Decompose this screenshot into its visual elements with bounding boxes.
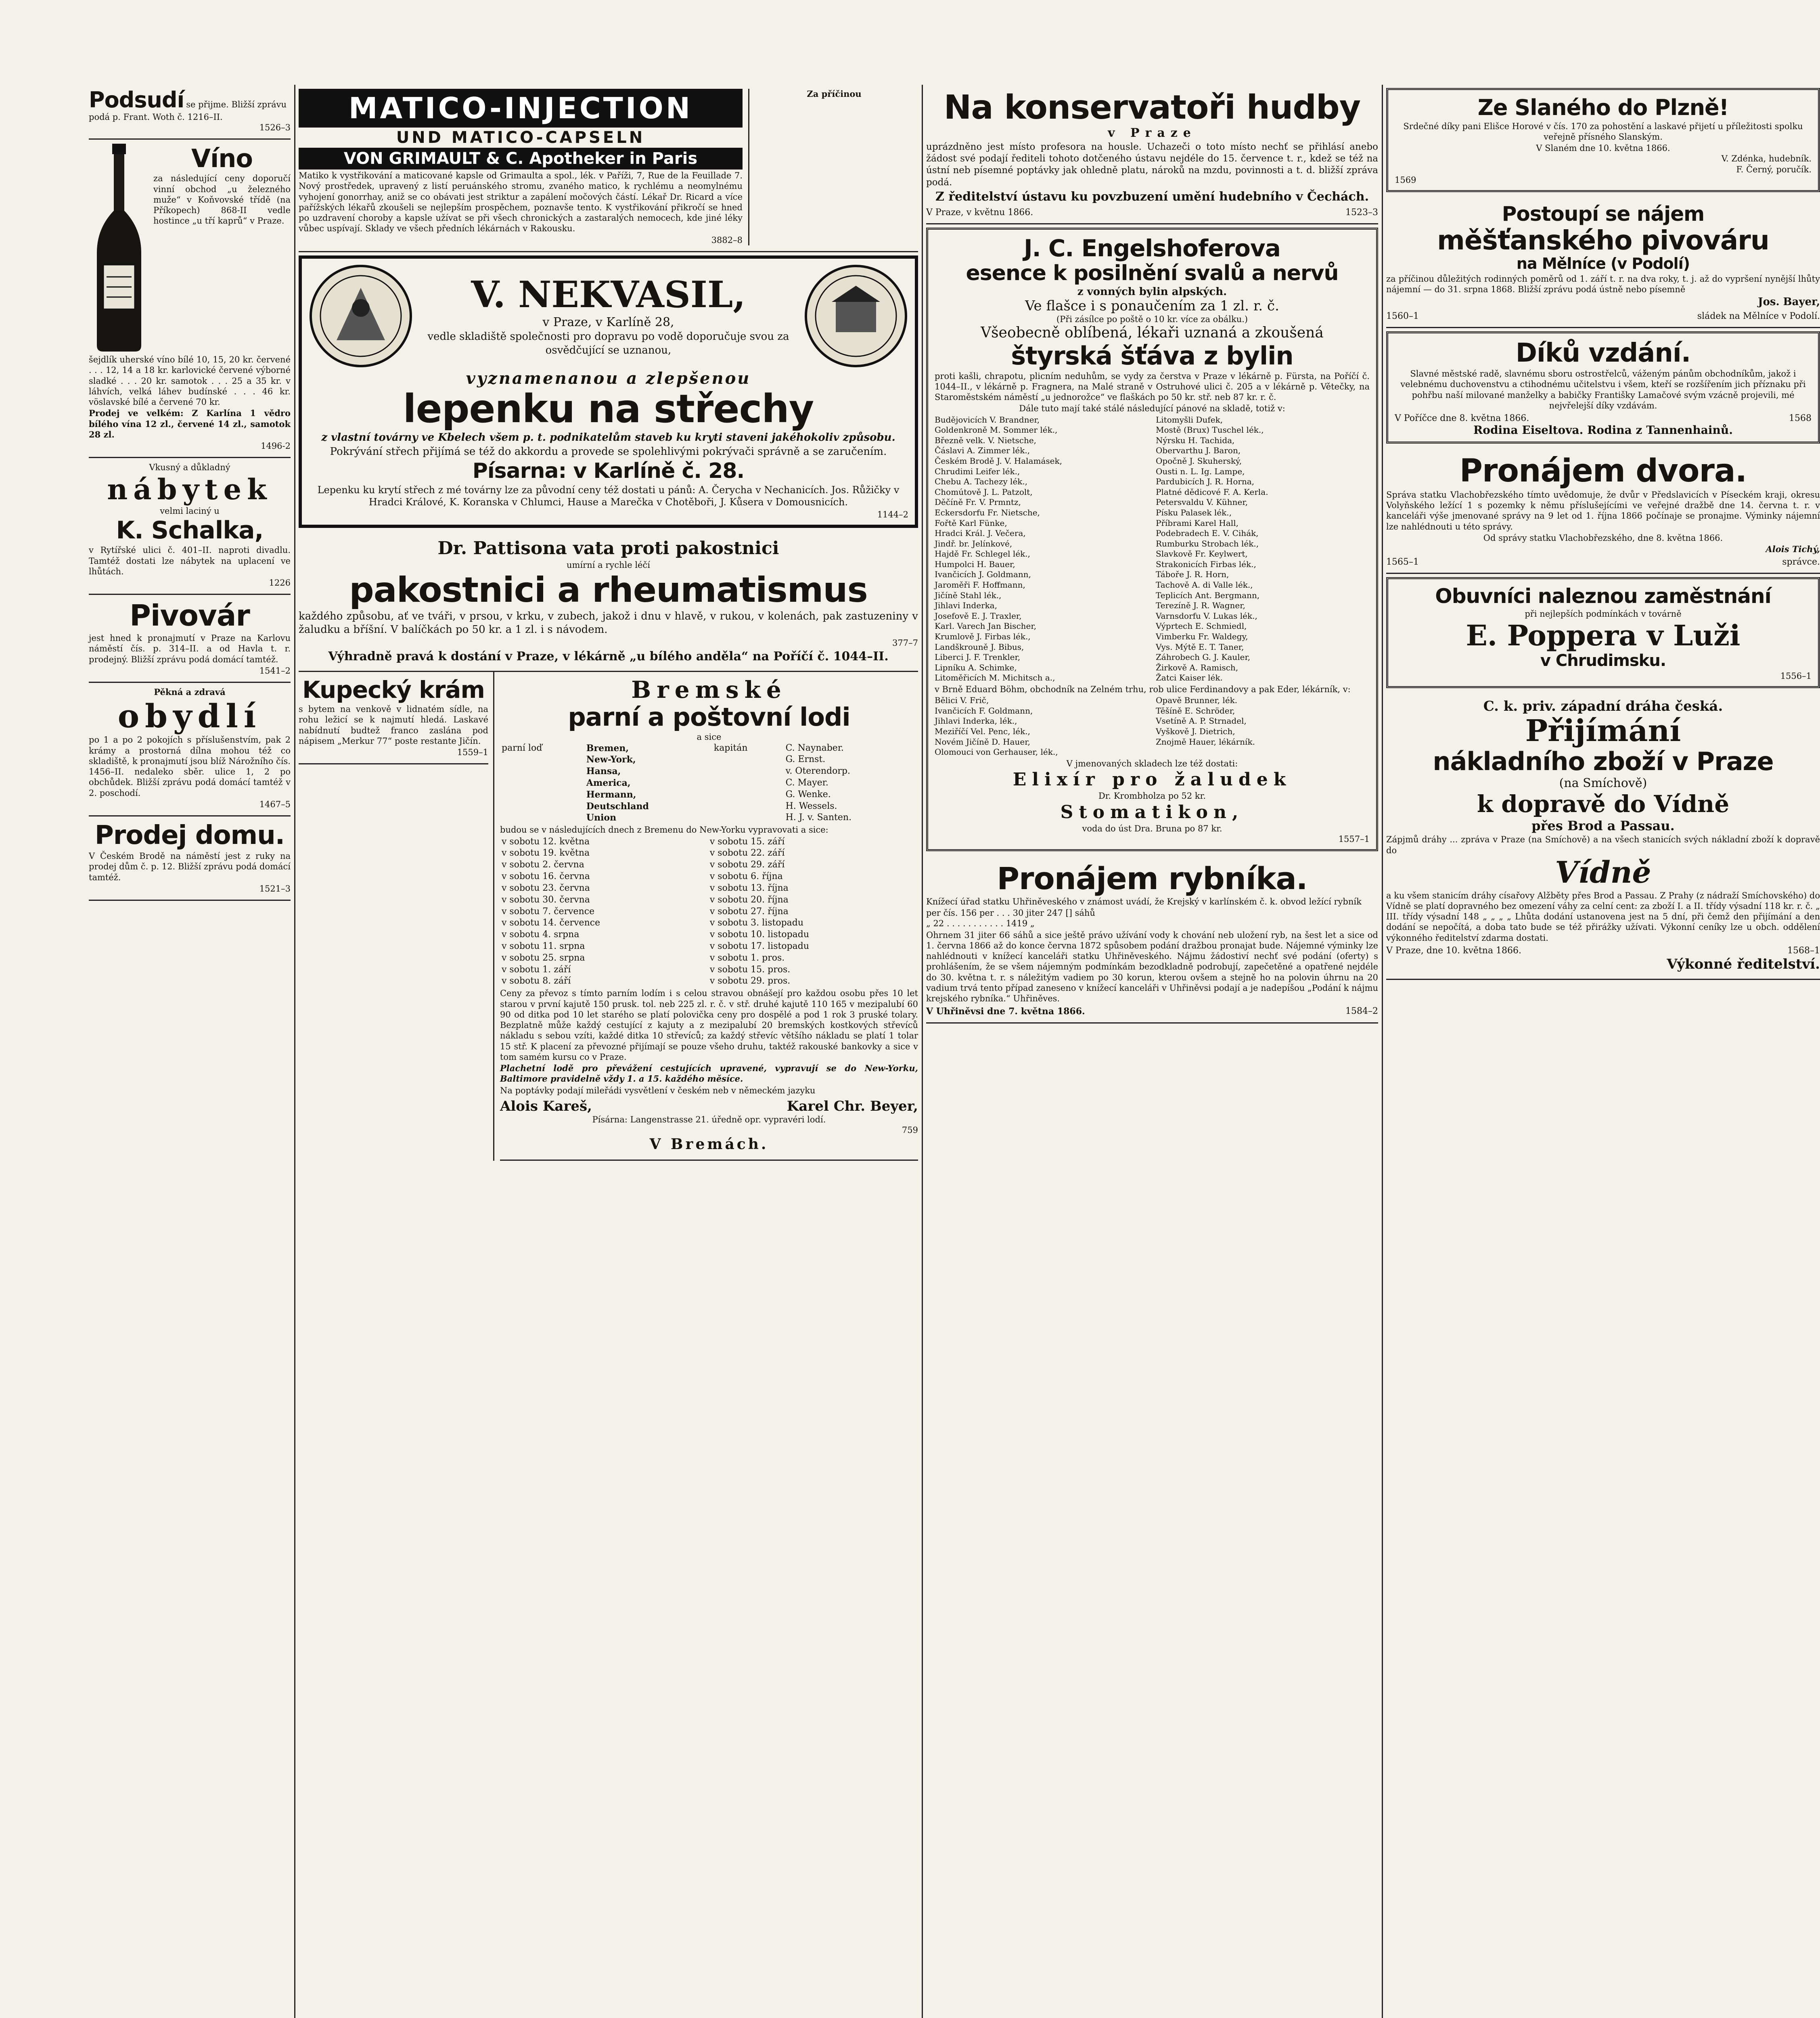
medal-icon (803, 264, 908, 368)
list-item: Čáslavi A. Zimmer lék., (935, 446, 1030, 456)
list-item: Podebradech E. V. Cihák, (1156, 528, 1259, 538)
cell: v sobotu 1. září (502, 964, 571, 975)
ad-title: Víno (191, 144, 253, 174)
towns-list (935, 695, 1370, 758)
ad-date: V Poříčce dne 8. května 1866. (1395, 413, 1529, 424)
cell: v sobotu 3. listopadu (709, 918, 804, 928)
list-item: Opavě Brunner, lék. (1156, 695, 1238, 705)
ad-text: Plachetní lodě pro převážení cestujících upravené, vypravují se do New-Yorku, Baltimore pravidelně vždy 1. a 15. každého měsíce. (500, 1063, 918, 1084)
signature: Alois Tichý, (1766, 544, 1820, 555)
list-item: Záhrobech G. J. Kauler, (1156, 652, 1251, 662)
ad-code: 1584–2 (1345, 1006, 1378, 1017)
cell: kapitán (713, 743, 748, 753)
list-item: Obervarthu J. Baron, (1156, 446, 1241, 456)
ad-intro: Postoupí se nájem (1502, 202, 1705, 226)
table-row (500, 941, 918, 952)
ad-title: Pronájem dvora. (1459, 453, 1747, 490)
ad-text: Z ředitelství ústavu ku povzbuzení umění hudebního v Čechách. (935, 190, 1369, 204)
dates-table (500, 836, 918, 988)
ad-code: 1521–3 (259, 883, 291, 894)
signature-role: správce. (1782, 557, 1820, 567)
ad-pivovaru (1386, 198, 1820, 328)
ad-text: se přijme. Bližší zprávu podá p. Frant. Woth č. 1216–II. (89, 100, 287, 122)
ad-row: „ 22 . . . . . . . . . . . 1419 „ (926, 919, 1035, 929)
list-item: Varnsdorfu V. Lukas lék., (1156, 611, 1257, 621)
table-row (500, 976, 918, 987)
signature: Výkonné ředitelství. (1667, 956, 1820, 972)
ad-text: v Rytířské ulici č. 401–II. naproti divadlu. Tamtéž dostati lze nábytek na uplacení ve lhůtách. (89, 545, 291, 576)
cell: v sobotu 25. srpna (502, 952, 585, 963)
ad-draha (1386, 694, 1820, 980)
cell: v sobotu 2. června (502, 860, 584, 870)
cell: Hermann, (586, 789, 636, 800)
ad-product: Elixír pro žaludek (1013, 769, 1292, 790)
ad-code: 1144–2 (877, 510, 908, 520)
ad-title: Pivovár (130, 599, 250, 633)
ad-date: V Praze, v květnu 1866. (926, 207, 1033, 218)
list-item: Znojmě Hauer, lékárník. (1156, 737, 1255, 747)
ad-kupecky (299, 672, 488, 764)
list-item: Olomouci von Gerhauser, lék., (935, 747, 1058, 757)
ad-tagline: Všeobecně oblíbená, lékaři uznaná a zkoušená (981, 324, 1324, 341)
list-item: Vimberku Fr. Waldegy, (1156, 632, 1248, 642)
ad-title: lepenku na střechy (403, 386, 814, 431)
list-item: Landškrouně J. Bibus, (935, 642, 1024, 652)
cell: v sobotu 10. listopadu (709, 929, 810, 940)
ad-text: Zápjmů dráhy ... zpráva v Praze (na Smíchově) a na všech stanicích svých nákladní zboží k dopravě do (1386, 835, 1820, 855)
ad-text: Výhradně pravá k dostání v Praze, v lékárně „u bílého anděla“ na Poříčí č. 1044–II. (328, 649, 889, 664)
signature: V. Zdénka, hudebník. (1721, 154, 1812, 164)
ad-text: Knížecí úřad statku Uhřiněveského v známost uvádí, že Krejský v karlínském č. k. obvod ležící rybník (926, 896, 1362, 906)
list-item: Chebu A. Tachezy lék., (935, 477, 1028, 487)
ad-text: budou se v následujících dnech z Bremenu do New-Yorku vypravovati a sice: (500, 825, 828, 835)
table-row (500, 789, 918, 801)
ad-title: Na konservatoři hudby (943, 88, 1361, 127)
table-row (500, 964, 918, 976)
ad-title: Pronájem rybníka. (997, 860, 1307, 897)
cell: v sobotu 16. června (502, 871, 590, 882)
ad-nabytek (89, 458, 291, 595)
ad-text: Správa statku Vlachobřezského tímto uvědomuje, že dvůr v Předslavicích v Píseckém kraji, okresu Volyňského ležící 1 s pozemky k němu příslušejícími ve veřejné dražbě dne 14. června t. r. v kanceláři výše jmenované správy na 9 let od 1. října 1866 počínaje se pronajme. Výminky nájemní lze nahlédnouti u této správy. (1386, 490, 1820, 532)
list-item: Ivančicích F. Goldmann, (935, 705, 1033, 716)
ad-code: 1557–1 (1338, 834, 1370, 844)
wine-bottle-icon (89, 144, 149, 354)
ad-text: Dále tuto mají také stálé následující pánové na skladě, totiž v: (1019, 404, 1285, 414)
ad-title: měšťanského pivováru (1437, 224, 1769, 256)
cell: v sobotu 30. června (502, 894, 590, 905)
ad-title: MATICO-INJECTION (299, 89, 743, 128)
ad-sub: z vonných bylin alpských. (1077, 286, 1227, 298)
list-item: Karl. Varech Jan Bischer, (935, 621, 1037, 631)
cell: v sobotu 11. srpna (502, 941, 585, 951)
ad-date: V Praze, dne 10. května 1866. (1386, 945, 1522, 956)
towns-list (935, 415, 1370, 683)
list-item: Eckersdorfu Fr. Nietsche, (935, 507, 1040, 517)
cell: v sobotu 29. září (709, 860, 785, 870)
ad-product: Stomatikon, (1060, 802, 1244, 823)
list-item: Jičíně Stahl lék., (935, 590, 1002, 600)
ad-name: K. Schalka, (116, 516, 264, 545)
table-row (500, 777, 918, 789)
column-rule (1382, 85, 1383, 2018)
table-row (500, 859, 918, 871)
list-item: Chomútově J. L. Patzolt, (935, 487, 1033, 497)
list-item: Jihlavi Inderka, lék., (935, 716, 1017, 726)
ad-obydli (89, 683, 291, 816)
ad-name: E. Poppera v Luži (1466, 619, 1741, 653)
ad-title: pakostnici a rheumatismus (349, 569, 868, 610)
ad-text: Matiko k vystřikování a maticované kapsle od Grimaulta a spol., lék. v Paříži, 7, Rue de la Feuillade 7. Nový prostředek, upravený z listí peruánského stromu, zvaného matico, k rychlému a neomylnému vyhojení gonorrhay, aniž se co obávati jest striktur a zapálení močových částí. Lékař Dr. Ricard a více pařížských lékařů zkoušeli se nejlepším prospěchem, poznavše tento. K vystřikování přikročí se hned po uzdravení choroby a kapsle užívat se při všech chronických a zastaralých nemocech, kde jiné léky vůbec uspívají. Sklady ve všech předních lékárnách v Rakousku. (299, 171, 743, 234)
list-item: Fořtě Karl Fünke, (935, 518, 1007, 528)
ad-text: Srdečné díky pani Elišce Horové v čís. 170 za pohostění a laskavé přijetí u příležitosti spolku veřejně přísného Slanským. (1403, 121, 1803, 142)
ad-text: Slavné městské radě, slavnému sboru ostrostřelců, váženým pánům obchodníkům, jakož i velebnému duchovenstvu a ctihodnému učitelstvu i všem, kteří se rozšířením jich příznaku při pohřbu naší milované manželky a babičky Františky Lamačové svým vzácně projevili, mé nejvřelejší díky vzdávám. (1400, 369, 1806, 410)
cell: H. J. v. Santen. (785, 812, 852, 823)
table-row (500, 766, 918, 777)
ad-text: z vlastní továrny ve Kbelech všem p. t. podnikatelům staveb ku kryti staveni jakéhokoliv způsobu. (321, 431, 895, 444)
cell: v sobotu 27. října (709, 906, 789, 917)
ad-office: Písárna: Langenstrasse 21. úředně opr. vypravéri lodí. (592, 1114, 826, 1124)
ad-text: proti kašli, chrapotu, plicním neduhům, se vydy za čerstva v Praze v lékárně p. Fürsta, na Poříčí č. 1044–II., v lékárně p. Fragnera, na Malé straně v Ostruhové ulici č. 205 a v lékárně p. Větečky, na Staroměstském náměstí „u jednorožce“ ve flaškách po 50 kr. stř. neb 87 kr. r. č. (935, 371, 1370, 402)
ad-text: a ku všem stanicím dráhy císařovy Alžběty přes Brod a Passau. Z Prahy (z nádraží Smíchovského) do Vídně se platí dopravného bez omezení váhy za celní cent: za zboží I. a II. třídy výsadní 118 kr. r. č. „ III. třídy výsadní 148 „ „ „ „ Lhůta dodání ustanovena jest na 5 dní, při čemž den přijímání a den dodání se nepočítá, a doba tato bude se též přirážky užívati. Výkonní ceníky lze u obch. oddělení výkonného ředitelství zdarma dostati. (1386, 890, 1820, 943)
column-4 (1386, 85, 1820, 2018)
ad-place: v Praze (1108, 126, 1197, 140)
ad-place: v Chrudimsku. (1540, 651, 1666, 670)
list-item: Lipníku A. Schimke, (935, 662, 1017, 672)
column-2 (299, 85, 918, 2018)
cell: v. Oterendorp. (785, 766, 850, 777)
ad-city: V Bremách. (649, 1136, 769, 1153)
list-item: Jihlavi Inderka, (935, 601, 998, 611)
ad-title: Obuvníci naleznou zaměstnání (1435, 584, 1771, 608)
ad-sub: (na Smíchově) (1559, 776, 1647, 791)
list-item: Rumburku Strobach lék., (1156, 538, 1259, 548)
table-row (500, 754, 918, 766)
list-item: Meziříčí Vel. Penc, lék., (935, 726, 1030, 737)
cell: v sobotu 1. pros. (709, 952, 785, 963)
ad-text: po 1 a po 2 pokojích s příslušenstvím, pak 2 krámy a prostorná dílna mohou též co skladiště, k pronajmutí jsou blíž Nárožního čís. 1456–II. nedaleko sběr. ulice 1, 2 po obchůdek. Bližší zprávu podá domácí tamtéž v 2. poschodí. (89, 735, 291, 798)
list-item: Březně velk. V. Nietsche, (935, 435, 1037, 445)
list-item: Budějovicích V. Brandner, (935, 414, 1040, 425)
ad-code: 1568–1 (1787, 945, 1820, 956)
list-item: Bělici V. Frič, (935, 695, 989, 705)
ad-diku (1386, 331, 1820, 444)
list-item: Goldenkroně M. Sommer lék., (935, 425, 1058, 435)
ad-code: 1523–3 (1345, 207, 1378, 218)
ad-title: Ze Slaného do Plzně! (1477, 95, 1729, 120)
signature: Jos. Bayer, (1758, 296, 1820, 308)
cell: v sobotu 19. května (502, 848, 590, 858)
column-rule (922, 85, 923, 2018)
signature: Rodina Eiseltova. Rodina z Tannenhainů. (1473, 423, 1733, 437)
list-item: Jaroměři F. Hoffmann, (935, 580, 1025, 590)
medal-icon (308, 264, 413, 368)
cell: Bremen, (586, 743, 629, 754)
ad-code: 1226 (269, 578, 291, 588)
ad-text: Dr. Krombholza po 52 kr. (1098, 791, 1206, 801)
ad-code: 1559–1 (457, 747, 488, 758)
ad-head: C. k. priv. západní dráha česká. (1483, 698, 1723, 714)
ad-text: za příčinou důležitých rodinných poměrů od 1. září t. r. na dva roky, t. j. až do vypršení nynější lhůty nájemní — do 31. srpna 1868. Bližší zprávu podá ústně nebo písemně (1386, 274, 1820, 295)
list-item: Hradci Král. J. Večera, (935, 528, 1026, 538)
cell: parní loď (502, 743, 542, 753)
ad-city: Vídně (1555, 855, 1651, 890)
ad-text: Prodej ve velkém: Z Karlína 1 vědro bílého vína 12 zl., červené 14 zl., samotok 28 zl. (89, 408, 291, 440)
ad-title: Bremské (631, 676, 787, 704)
ad-pattison (299, 534, 918, 672)
table-row (500, 906, 918, 918)
list-item: Žatci Kaiser lék. (1156, 673, 1223, 683)
ad-code: 759 (902, 1125, 918, 1135)
ad-konservator (926, 85, 1378, 224)
ad-code: 377–7 (892, 638, 918, 648)
signature: F. Černý, poručík. (1736, 164, 1812, 174)
ad-obuvnici (1386, 577, 1820, 688)
ad-title: esence k posilnění svalů a nervů (966, 261, 1339, 285)
column-1 (89, 85, 291, 2018)
ad-name: J. C. Engelshoferova (1024, 234, 1280, 262)
list-item: Vsetíně A. P. Strnadel, (1156, 716, 1247, 726)
ad-nekvasil (299, 255, 918, 528)
column-rule (294, 85, 295, 2018)
list-item: Terezíně J. R. Wagner, (1156, 601, 1245, 611)
ad-sub: parní a poštovní lodi (568, 702, 850, 732)
list-item: Nýrsku H. Tachida, (1156, 435, 1235, 445)
list-item: Petersvaldu V. Kühner, (1156, 497, 1248, 507)
ad-sub: VON GRIMAULT & C. Apotheker in Paris (299, 148, 743, 170)
list-item: Mostě (Brux) Tuschel lék., (1156, 425, 1264, 435)
list-item: Ousti n. L. Ig. Lampe, (1156, 466, 1245, 476)
cell: New-York, (586, 754, 636, 765)
cell: v sobotu 12. května (502, 836, 590, 847)
table-row (500, 929, 918, 941)
list-item: Tachově A. di Valle lék., (1156, 580, 1253, 590)
list-item: Písku Palasek lék., (1156, 507, 1232, 517)
ad-text: Lepenku ku krytí střech z mé továrny lze za původní ceny též dostati u pánů: A. Čerychа v Nechanicích. Jos. Růžičky v Hradci Králové, K. Koranska v Chlumci, Hause a Marečka v Chotěboři, J. Kůsera v Domousnicích. (317, 484, 900, 508)
ships-table (500, 743, 918, 824)
list-item: Jindř. br. Jelínkové, (935, 538, 1013, 548)
list-item: Platné dědicové F. A. Kerla. (1156, 487, 1268, 497)
cell: v sobotu 22. září (709, 848, 785, 858)
cell: America, (586, 777, 631, 788)
ad-code: 1568 (1789, 413, 1812, 424)
cell: v sobotu 4. srpna (502, 929, 579, 940)
ad-text: jest hned k pronajmutí v Praze na Karlovu náměstí čís. p. 314–II. a od Havla t. r. prodejný. Bližší zprávu podá domácí tamtéž. (89, 633, 291, 664)
list-item: Chrudimi Leifer lék., (935, 466, 1020, 476)
ad-podsudi (89, 85, 291, 140)
ad-text: vedle skladiště společnosti pro dopravu po vodě doporučuje svou za osvědčující se uznanou, (427, 331, 789, 356)
ad-code: 3882–8 (711, 235, 743, 245)
ad-address: v Praze, v Karlíně 28, (542, 315, 674, 330)
ad-price: Ve flašce i s ponaučením za 1 zl. r. č. (1025, 298, 1279, 314)
ad-office: Písarna: v Karlíně č. 28. (472, 459, 745, 484)
ad-title: nábytek (107, 472, 272, 506)
list-item: Strakonicích Firbas lék., (1156, 559, 1256, 569)
cell: v sobotu 15. pros. (709, 964, 791, 975)
list-item: Liberci J. F. Trenkler, (935, 652, 1021, 662)
ad-head: Dr. Pattisona vata proti pakostnici (437, 538, 779, 559)
ad-text: V jmenovaných skladech lze též dostati: (1066, 758, 1238, 768)
cell: Union (586, 812, 617, 823)
cell: v sobotu 13. října (709, 883, 789, 893)
cell: v sobotu 23. června (502, 883, 590, 893)
table-row (500, 894, 918, 906)
list-item: Táboře J. R. Horn, (1156, 569, 1229, 580)
list-item: Krumlově J. Firbas lék., (935, 632, 1031, 642)
list-item: Humpolci H. Bauer, (935, 559, 1015, 569)
list-item: Příbrami Karel Hall, (1156, 518, 1238, 528)
table-row (500, 871, 918, 883)
cell: v sobotu 7. července (502, 906, 595, 917)
table-row (500, 952, 918, 964)
ad-code: 1526–3 (259, 122, 291, 132)
list-item: Josefově E. J. Traxler, (935, 611, 1022, 621)
list-item: Slavkově Fr. Keylwert, (1156, 549, 1248, 559)
list-item: Litomyšli Dufek, (1156, 414, 1223, 425)
ad-text: voda do úst Dra. Bruna po 87 kr. (1082, 823, 1222, 833)
signature: Karel Chr. Beyer, (787, 1098, 918, 1114)
list-item: Žirkově A. Ramisch, (1156, 662, 1238, 672)
cell: v sobotu 15. září (709, 836, 785, 847)
ad-text: V Českém Brodě na náměstí jest z ruky na prodej dům č. p. 12. Bližší zprávu podá domácí tamtéž. (89, 851, 291, 882)
list-item: Teplicích Ant. Bergmann, (1156, 590, 1260, 600)
ad-title: nákladního zboží v Praze (1433, 747, 1774, 777)
list-item: Českém Brodě J. V. Halamásek, (935, 456, 1062, 466)
ad-sub: při nejlepších podmínkách v továrně (1525, 609, 1682, 619)
table-row (500, 848, 918, 859)
ad-code: 1560–1 (1386, 311, 1419, 321)
cell: v sobotu 8. září (502, 976, 571, 986)
ad-title: Přijímání (1525, 713, 1681, 748)
newspaper-page (89, 85, 1820, 2018)
ad-name: V. NEKVASIL, (471, 273, 746, 316)
signature: Alois Kareš, (500, 1098, 592, 1114)
ad-matico (299, 85, 918, 252)
ad-bremske (500, 672, 918, 1161)
list-item: Výprtech E. Schmiedl, (1156, 621, 1247, 631)
ad-prodej-domu (89, 816, 291, 901)
ad-code: 1556–1 (1780, 671, 1812, 681)
row-kupecky-bremske (299, 672, 918, 1161)
ad-slany (1386, 88, 1820, 192)
cell: C. Mayer. (785, 777, 828, 788)
list-item: Vyškově J. Dietrich, (1156, 726, 1235, 737)
cell: C. Naynaber. (785, 743, 844, 753)
ad-sub: velmi laciný u (160, 506, 220, 516)
ad-place: na Mělníce (v Podolí) (1516, 254, 1690, 272)
ad-date: V Slaném dne 10. května 1866. (1536, 143, 1670, 153)
ad-text: Ohrnem 31 jiter 66 sáhů a sice ještě právo užívání vody k chování neb uložení ryb, na šest let a sice od 1. června 1866 až do konce června 1872 spůsobem podání dražbou pronajat bude. Nájemné výminky lze nahlédnouti v knížecí kanceláři statku Uhřiněveského. Nájmu žádostiví nechť své podání (oferty) s prohlášením, že se všem nájemným podmínkám bezodkladně podrobují, zapečetěné a opatřené nejdéle do 30. května t. r. s náležitým vadiem po 30 korun, kterou ovšem a stejně ho na polovin úhrnu na 20 vadium trvá tento případ zaneseno v knížecí kanceláři v Uhřiněvsi podají a je nadepíšou „Podání k nájmu krejského rybníka.“ Uhřiněves. (926, 930, 1379, 1004)
ad-pronajem-dvora (1386, 449, 1820, 574)
cell: v sobotu 14. července (502, 918, 600, 928)
column-3 (926, 85, 1378, 2018)
table-row (500, 883, 918, 894)
ad-text: v Brně Eduard Böhm, obchodník na Zelném trhu, rob ulice Ferdinandovy a pak Eder, lékárník, v: (935, 685, 1351, 694)
ad-sub: přes Brod a Passau. (1531, 818, 1675, 834)
ad-code: 1467–5 (259, 799, 291, 809)
ad-pivovar (89, 595, 291, 683)
list-item: Opočně J. Skuherský, (1156, 456, 1242, 466)
ad-deco: vyznamenanou a zlepšenou (466, 368, 751, 388)
ad-intro: Za příčinou (807, 89, 862, 99)
cell: G. Ernst. (785, 754, 826, 765)
ad-title: Podsudí (89, 87, 184, 113)
ad-code: 1569 (1395, 175, 1416, 185)
table-row (500, 836, 918, 848)
ad-text: každého způsobu, ať ve tváři, v prsou, v krku, v zubech, jakož i dnu v hlavě, v rukou, v kolenách, pak zastuzeniny v žaludku a bříšní. V balíčkách po 50 kr. a 1 zl. i s návodem. (299, 610, 918, 636)
ad-product: štyrská šťáva z bylin (1011, 341, 1293, 371)
ad-intro: Vkusný a důkladný (149, 463, 230, 473)
ad-title: Prodej domu. (94, 821, 285, 851)
ad-sub: a sice (697, 732, 722, 742)
cell: Deutschland (586, 801, 649, 812)
list-item: Pardubicích J. R. Horna, (1156, 477, 1255, 487)
ad-code: 1541–2 (259, 666, 291, 676)
cell: Hansa, (586, 766, 621, 777)
ad-text: uprázdněno jest místo profesora na housle. Uchazeči o toto místo nechť se přihlásí anebo žádost své podají řediteli tohoto dotčeného ústavu nejdéle do 15. července t. r., kdež se též na ústní neb písemné poptávky jak ohledně platu, nároků na mzdu, povinnosti a t. d. bližší zpráva podá. (926, 141, 1378, 188)
list-item: Hajdě Fr. Schlegel lék., (935, 549, 1030, 559)
cell: H. Wessels. (785, 801, 837, 811)
ad-note: (Při zásílce po poště o 10 kr. více za obálku.) (1056, 314, 1248, 324)
table-row (500, 801, 918, 812)
list-item: Děčíně Fr. V. Prmntz, (935, 497, 1021, 507)
ad-sub: UND MATICO-CAPSELN (396, 128, 645, 147)
ad-text: šejdlík uherské víno bílé 10, 15, 20 kr. červené . . . 12, 14 a 18 kr. karlovické červené výborné sladké . . . 20 kr. samotok . . . 25 a 35 kr. v láhvích, velká láhev budínské . . . 46 kr. vöslavské bílé a červené 70 kr. (89, 355, 291, 407)
ad-title: Díků vzdání. (1515, 338, 1691, 368)
table-row (500, 743, 918, 754)
ad-text: Na poptávky podají mileřádi vysvětlení v českém neb v německém jazyku (500, 1085, 816, 1095)
ad-title: Kupecký krám (302, 676, 485, 704)
list-item: Ivančicích J. Goldmann, (935, 569, 1031, 580)
list-item: Litoměřicích M. Michitsch a., (935, 673, 1055, 683)
ad-line: k dopravě do Vídně (1477, 790, 1730, 818)
table-row (500, 812, 918, 824)
cell: G. Wenke. (785, 789, 831, 800)
ad-sub: umírní a rychle léčí (567, 560, 650, 570)
list-item: Novém Jičíně D. Hauer, (935, 737, 1030, 747)
ad-code: 1565–1 (1386, 557, 1419, 567)
ad-date: V Uhřiněvsi dne 7. května 1866. (926, 1006, 1085, 1017)
ad-text: Od správy statku Vlachobřezského, dne 8. května 1866. (1483, 533, 1723, 543)
ad-vino (89, 140, 291, 458)
ad-title: obydlí (117, 697, 262, 735)
ad-intro: Pěkná a zdravá (154, 687, 226, 697)
table-row (500, 917, 918, 929)
cell: v sobotu 29. pros. (709, 976, 791, 986)
ad-row: per čís. 156 per . . . 30 jiter 247 [] sáhů (926, 908, 1095, 918)
list-item: Vys. Mýtě E. T. Taner, (1156, 642, 1244, 652)
signature-role: sládek na Mělníce v Podolí. (1697, 311, 1820, 321)
list-item: Těšíně E. Schröder, (1156, 705, 1235, 716)
ad-text: Pokrývání střech přijímá se též do akkordu a provede se spolehlivými pokrývači správně a se zaručením. (330, 445, 887, 458)
ad-text: za následující ceny doporučí vinní obchod „u železného muže“ v Koňvovské třídě (na Příkopech) 868-II vedle hostince „u tří kaprů“ v Praze. (153, 174, 291, 226)
cell: v sobotu 6. října (709, 871, 783, 882)
ad-text: s bytem na venkově v lidnatém sídle, na rohu ležicí se k najmutí hledá. Laskavé nabídnutí budtež franco zaslána pod nápisem „Merkur 77“ poste restante Jičín. (299, 704, 488, 746)
cell: v sobotu 17. listopadu (709, 941, 810, 951)
cell: v sobotu 20. října (709, 894, 789, 905)
ad-rybnik (926, 857, 1378, 1024)
ad-text: Ceny za převoz s tímto parním lodím i s celou stravou obnášejí pro každou osobu přes 10 let starou v první kajutě 150 prusk. tol. neb 225 zl. r. č. v stř. druhé kajutě 110 165 v mezipalubí 60 90 od ditka pod 10 let starého se platí polovička ceny pro dospělé a pod 1 rok 3 pruské tolary. Bezplatně může každý cestující z kajuty a z mezipalubí 20 bremských kostkových střevíců nákladu s sebou vzíti, každé ditka 10 střevíců; za každý střevíc většího nákladu se platí 1 tolar 15 stř. K placení za převozné přijímají se pouze všeho druhu, taktéž rakouské bankovky a sice v tom samém kursu co v Praze. (500, 988, 918, 1062)
ad-engelshofer (926, 228, 1378, 851)
ad-code: 1496-2 (261, 441, 291, 451)
